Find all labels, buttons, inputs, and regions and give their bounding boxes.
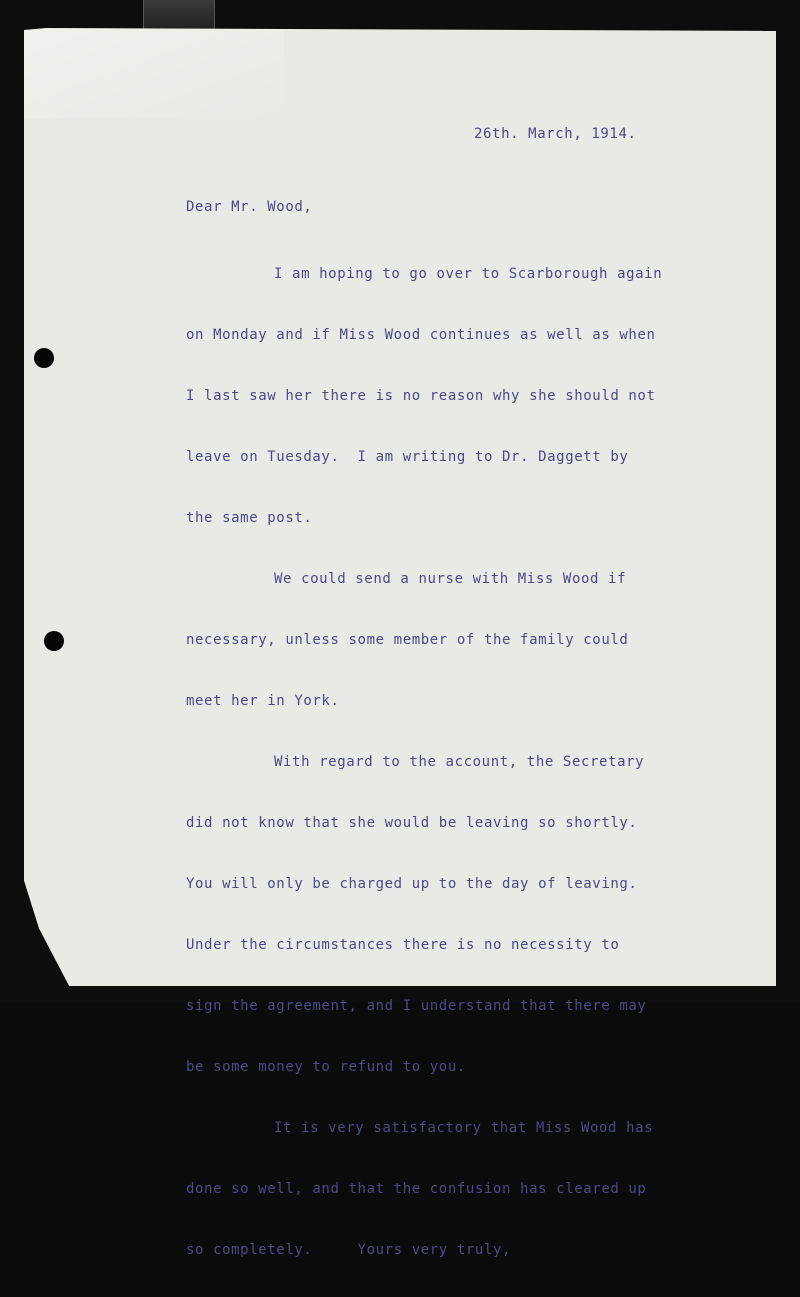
letter-line: It is very satisfactory that Miss Wood has bbox=[274, 1120, 654, 1136]
punch-hole-top bbox=[34, 348, 54, 368]
letter-line: We could send a nurse with Miss Wood if bbox=[274, 571, 627, 587]
letter-line: meet her in York. bbox=[186, 693, 340, 709]
letter-line: sign the agreement, and I understand that there may bbox=[186, 998, 647, 1014]
letter-date: 26th. March, 1914. bbox=[474, 126, 637, 142]
letter-body bbox=[186, 228, 662, 1297]
letter-line: done so well, and that the confusion has cleared up bbox=[186, 1181, 647, 1197]
letter-line: so completely. Yours very truly, bbox=[186, 1242, 512, 1258]
letter-line: necessary, unless some member of the family could bbox=[186, 632, 629, 648]
letter-line: You will only be charged up to the day of leaving. bbox=[186, 876, 638, 892]
letter-line: With regard to the account, the Secretary bbox=[274, 754, 645, 770]
letter-line: leave on Tuesday. I am writing to Dr. Daggett by bbox=[186, 449, 629, 465]
punch-hole-bottom bbox=[44, 631, 64, 651]
letter-line: the same post. bbox=[186, 510, 313, 526]
letter-line: did not know that she would be leaving so shortly. bbox=[186, 815, 638, 831]
letter-line: I last saw her there is no reason why she should not bbox=[186, 388, 656, 404]
letter-line: on Monday and if Miss Wood continues as well as when bbox=[186, 327, 656, 343]
letter-line: I am hoping to go over to Scarborough again bbox=[274, 266, 663, 282]
letter-salutation: Dear Mr. Wood, bbox=[186, 199, 313, 215]
letter-line: Under the circumstances there is no necessity to bbox=[186, 937, 620, 953]
letter-line: be some money to refund to you. bbox=[186, 1059, 466, 1075]
